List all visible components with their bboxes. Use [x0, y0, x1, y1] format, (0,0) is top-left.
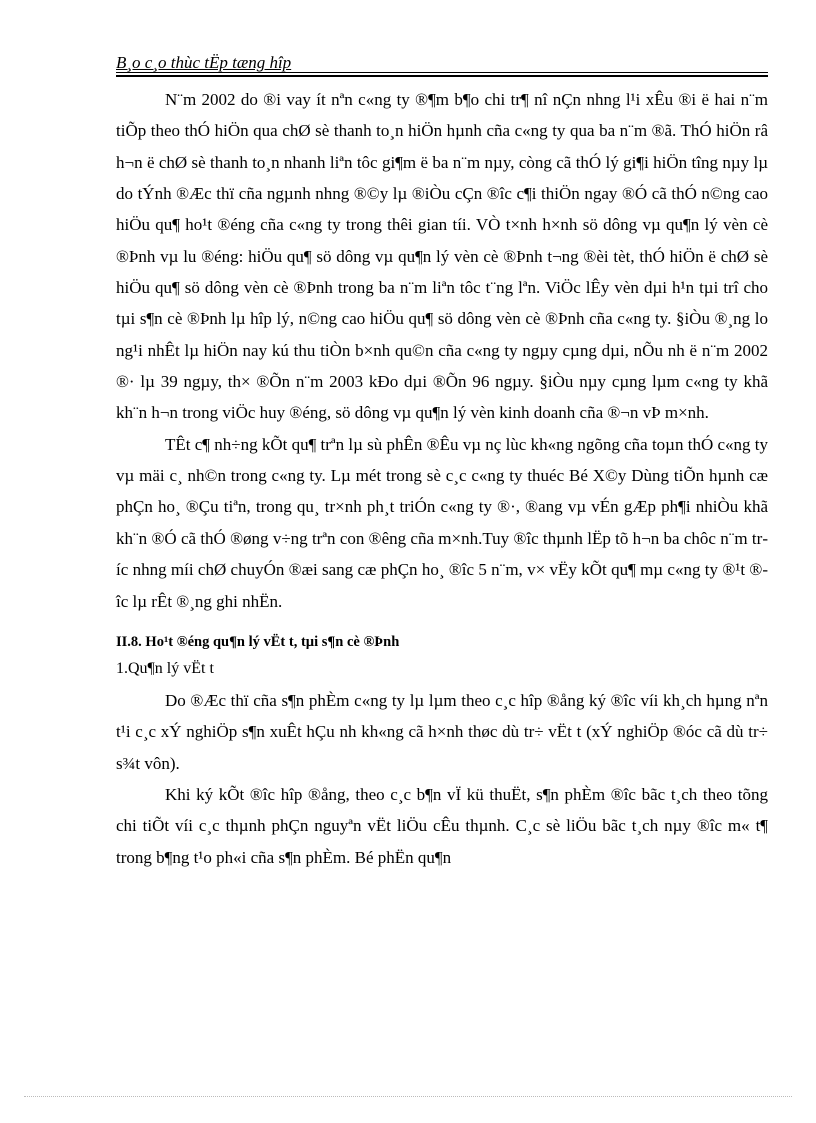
- paragraph: Khi ký kÕt ®îc hîp ®ång, theo c¸c b¶n vÏ kü thuËt, s¶n phÈm ®îc bãc t¸ch theo tõng chi tiÕt víi c¸c thµnh phÇn nguyªn vËt liÖu cÊu thµnh. C¸c sè liÖu bãc t¸ch nµy ®îc m« t¶ trong b¶ng t¹o ph«i cña s¶n phÈm. Bé phËn qu¶n: [116, 784, 768, 867]
- paragraph: N¨m 2002 do ®i vay ít nªn c«ng ty ®¶m b¶o chi tr¶ nî nÇn nhng l¹i xÊu ®i ë hai n¨m tiÕp theo thÓ hiÖn qua chØ sè thanh to¸n hiÖn hµnh cña c«ng ty qua ba n¨m ®ã. ThÓ hiÖn râ h¬n ë chØ sè thanh to¸n nhanh liªn tôc gi¶m ë ba n¨m nµy, còng cã thÓ lý gi¶i hiÖn tîng nµy lµ do tÝnh ®Æc thï cña ngµnh nhng ®©y lµ ®iÒu cÇn ®îc c¶i thiÖn ngay ®Ó cã thÓ n©ng cao hiÖu qu¶ ho¹t ®éng cña c«ng ty trong thêi gian tíi. VÒ t×nh h×nh sö dông vµ qu¶n lý vèn cè ®Þnh vµ lu ®éng: hiÖu qu¶ sö dông vµ qu¶n lý vèn cè ®Þnh t¬ng ®èi tèt, thÓ hiÖn ë chØ sè hiÖu qu¶ sö dông vèn cè ®Þnh trong ba n¨m liªn tôc t¨ng lªn. ViÖc lÊy vèn dµi h¹n tµi trî cho tµi s¶n cè ®Þnh lµ hîp lý, n©ng cao hiÖu qu¶ sö dông vèn cè ®Þnh cña c«ng ty. §iÒu ®¸ng lo ng¹i nhÊt lµ hiÖn nay kú thu tiÒn b×nh qu©n cña c«ng ty ngµy cµng dµi, nÕu nh ë n¨m 2002 ®· lµ 39 ngµy, th× ®Õn n¨m 2003 kÐo dµi ®Õn 96 ngµy. §iÒu nµy cµng lµm c«ng ty khã kh¨n h¬n trong viÖc huy ®éng, sö dông vµ qu¶n lý vèn kinh doanh cña ®¬n vÞ m×nh.: [116, 90, 768, 423]
- header-rule-thick: [116, 75, 768, 77]
- section-heading: II.8. Ho¹t ®éng qu¶n lý vËt t, tµi s¶n cè ®Þnh: [116, 633, 400, 650]
- subsection-heading: 1.Qu¶n lý vËt t: [116, 659, 214, 677]
- paragraph: Do ®Æc thï cña s¶n phÈm c«ng ty lµ lµm theo c¸c hîp ®ång ký ®îc víi kh¸ch hµng nªn t¹i c¸c xÝ nghiÖp s¶n xuÊt hÇu nh kh«ng cã h×nh thøc dù tr÷ vËt t (xÝ nghiÖp ®óc cã dù tr÷ s¾t vôn).: [116, 690, 768, 773]
- paragraph: TÊt c¶ nh÷ng kÕt qu¶ trªn lµ sù phÊn ®Êu vµ nç lùc kh«ng ngõng cña toµn thÓ c«ng ty vµ mäi c¸ nh©n trong c«ng ty. Lµ mét trong sè c¸c c«ng ty thuéc Bé X©y Dùng tiÕn hµnh cæ phÇn ho¸ ®Çu tiªn, trong qu¸ tr×nh ph¸t triÓn c«ng ty ®·, ®ang vµ vÉn gÆp ph¶i nhiÒu khã kh¨n ®Ó cã thÓ ®øng v÷ng trªn con ®êng cña m×nh.Tuy ®îc thµnh lËp tõ h¬n ba chôc n¨m tríc nhng míi chØ chuyÓn ®æi sang cæ phÇn ho¸ ®îc 5 n¨m, v× vËy kÕt qu¶ mµ c«ng ty ®¹t ®îc lµ rÊt ®¸ng ghi nhËn.: [116, 434, 768, 611]
- page-header: [116, 53, 768, 73]
- header-rule: [116, 72, 768, 73]
- footer-divider: [24, 1096, 792, 1097]
- header-title: B¸o c¸o thùc tËp tæng hîp: [116, 53, 292, 72]
- document-body: [116, 84, 768, 873]
